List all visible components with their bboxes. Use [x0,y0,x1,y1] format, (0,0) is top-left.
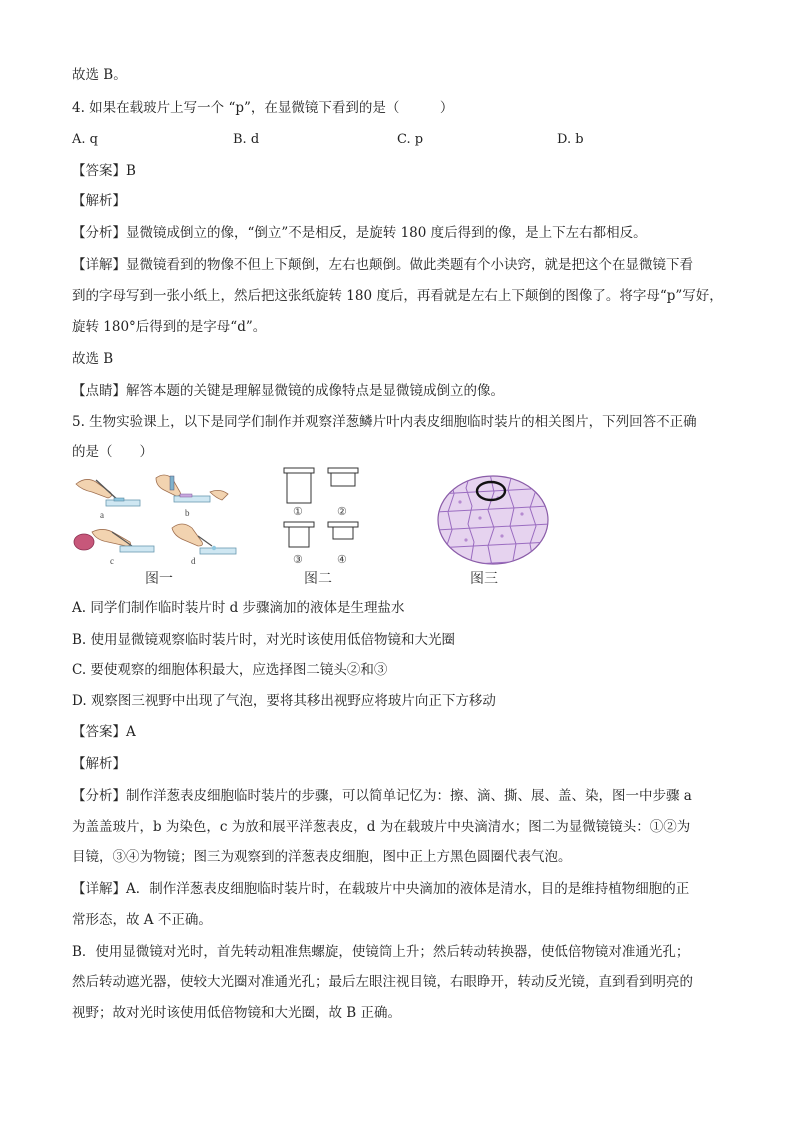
q4-fenxi: 【分析】显微镜成倒立的像，“倒立”不是相反，是旋转 180 度后得到的像，是上下左右都相反。 [72,225,647,241]
fig1-label-b: b [185,508,190,518]
q4-xiangjie-line-1: 【详解】显微镜看到的物像不但上下颠倒，左右也颠倒。做此类题有个小诀窍，就是把这个在显微镜下看 [72,257,693,273]
q4-option-c: C. p [397,132,424,147]
q5-fenxi-line-1: 【分析】制作洋葱表皮细胞临时装片的步骤，可以简单记忆为：擦、滴、撕、展、盖、染，图一中步骤 a [72,788,692,804]
fig2-label-4: ④ [337,554,347,566]
q4-xiangjie-line-3: 旋转 180°后得到的是字母“d”。 [72,319,267,335]
q5-xiangjie-line-2: 常形态，故 A 不正确。 [72,912,212,928]
step-a-illustration [76,479,140,506]
q5-fenxi-line-2: 为盖盖玻片，b 为染色，c 为放和展平洋葱表皮，d 为在载玻片中央滴清水；图二为显微镜镜头：①②为 [72,819,691,835]
q4-analysis-heading: 【解析】 [72,193,126,209]
q3-conclusion: 故选 B。 [72,67,127,83]
fig1-label-c: c [110,556,114,566]
q5-option-c: C. 要使观察的细胞体积最大，应选择图二镜头②和③ [72,662,388,678]
q5-option-a: A. 同学们制作临时装片时 d 步骤滴加的液体是生理盐水 [72,600,405,616]
q5-stem-line-1: 5. 生物实验课上，以下是同学们制作并观察洋葱鳞片叶内表皮细胞临时装片的相关图片，下列回答不正确 [72,414,697,430]
step-d-illustration [172,524,236,554]
q4-xiangjie-line-2: 到的字母写到一张小纸上，然后把这张纸旋转 180 度后，再看就是左右上下颠倒的图像了。将字母“p”写好， [72,288,723,304]
lens-2-eyepiece [328,468,358,486]
lens-4-objective [328,522,358,539]
q5-analysis-heading: 【解析】 [72,756,126,772]
fig1-label-d: d [191,556,196,566]
q5-xiangjie-line-5: 视野；故对光时该使用低倍物镜和大光圈，故 B 正确。 [72,1005,402,1021]
q4-option-a: A. q [72,132,98,147]
q5-xiangjie-line-1: 【详解】A．制作洋葱表皮细胞临时装片时，在载玻片中央滴加的液体是清水，目的是维持植物细胞的正 [72,881,690,897]
q4-answer: 【答案】B [72,163,136,179]
q5-option-b: B. 使用显微镜观察临时装片时，对光时该使用低倍物镜和大光圈 [72,632,456,648]
lens-3-objective [284,522,314,547]
fig2-caption: 图二 [304,571,332,587]
step-c-illustration [74,529,154,552]
q5-option-d: D. 观察图三视野中出现了气泡，要将其移出视野应将玻片向正下方移动 [72,693,496,709]
q5-xiangjie-line-3: B．使用显微镜对光时，首先转动粗准焦螺旋，使镜筒上升；然后转动转换器，使低倍物镜对准通光孔； [72,944,690,960]
q4-conclusion: 故选 B [72,351,114,367]
q5-xiangjie-line-4: 然后转动遮光器，使较大光圈对准通光孔；最后左眼注视目镜，右眼睁开，转动反光镜，直到看到明亮的 [72,974,693,990]
figure-1-steps [72,472,242,568]
q4-option-d: D. b [557,132,584,147]
step-b-illustration [156,475,228,502]
q4-dianjing: 【点睛】解答本题的关键是理解显微镜的成像特点是显微镜成倒立的像。 [72,383,504,399]
q5-fenxi-line-3: 目镜，③④为物镜；图三为观察到的洋葱表皮细胞，图中正上方黑色圆圈代表气泡。 [72,849,572,865]
q4-option-b: B. d [233,132,260,147]
fig2-label-1: ① [293,506,303,518]
q5-stem-line-2: 的是（ ） [72,444,153,460]
q5-answer: 【答案】A [72,724,136,740]
lens-1-eyepiece [284,468,314,503]
fig2-label-2: ② [337,506,347,518]
fig2-label-3: ③ [293,554,303,566]
figure-2-lenses [278,464,368,572]
fig1-label-a: a [100,510,104,520]
fig3-caption: 图三 [470,571,498,587]
figure-3-field-of-view [436,474,550,566]
fig1-caption: 图一 [145,571,173,587]
q4-stem: 4. 如果在载玻片上写一个 “p”，在显微镜下看到的是（ ） [72,100,454,116]
